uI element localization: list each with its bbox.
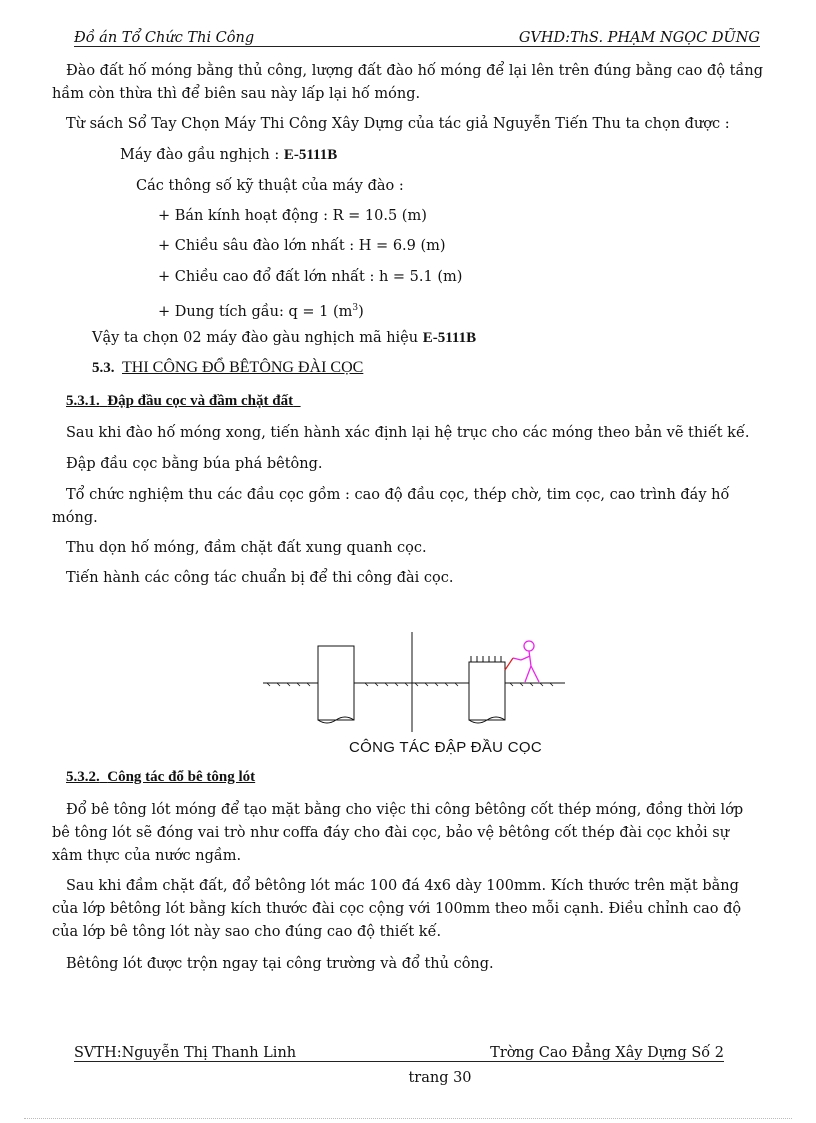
page-header bbox=[74, 28, 760, 47]
footer-student: SVTH:Nguyễn Thị Thanh Linh bbox=[74, 1045, 297, 1061]
s532-paragraph-1: Đổ bê tông lót móng để tạo mặt bằng cho việc thi công bêtông cốt thép móng, đồng thời lớp bê tông lót sẽ đóng vai trò như coffa đáy cho đài cọc, bảo vệ bêtông cốt thép đài cọc khỏi sự xâm thực của nước ngầm. bbox=[52, 802, 744, 864]
spec-depth: + Chiều sâu đào lớn nhất : H = 6.9 (m) bbox=[158, 238, 446, 254]
footer-school: Trờng Cao Đẳng Xây Dựng Số 2 bbox=[490, 1045, 724, 1061]
intro-paragraph-2: Từ sách Sổ Tay Chọn Máy Thi Công Xây Dựng của tác giả Nguyễn Tiến Thu ta chọn được : bbox=[66, 116, 730, 132]
intro-paragraph-1: Đào đất hố móng bằng thủ công, lượng đất đào hố móng để lại lên trên đúng bằng cao độ tầng hầm còn thừa thì để biên sau này lấp lại hố móng. bbox=[52, 63, 763, 102]
s531-paragraph-5: Tiến hành các công tác chuẩn bị để thi công đài cọc. bbox=[66, 570, 454, 586]
page-footer bbox=[74, 1043, 724, 1062]
s531-paragraph-2: Đập đầu cọc bằng búa phá bêtông. bbox=[66, 456, 323, 472]
section-5-3-title: THI CÔNG ĐỔ BÊTÔNG ĐÀI CỌC bbox=[122, 359, 364, 376]
section-5-3-number: 5.3. bbox=[92, 360, 115, 376]
header-supervisor: GVHD:ThS. PHẠM NGỌC DŨNG bbox=[518, 30, 760, 46]
spec-bucket-capacity bbox=[158, 297, 718, 324]
spec-bucket-sup: 3 bbox=[352, 303, 359, 313]
section-5-3-2-heading bbox=[66, 769, 255, 786]
conclusion-line bbox=[92, 327, 732, 350]
s531-paragraph-3: Tổ chức nghiệm thu các đầu cọc gồm : cao độ đầu cọc, thép chờ, tim cọc, cao trình đáy hố móng. bbox=[52, 487, 730, 526]
s532-paragraph-2: Sau khi đầm chặt đất, đổ bêtông lót mác 100 đá 4x6 dày 100mm. Kích thước trên mặt bằng của lớp bêtông lót bằng kích thước đài cọc cộng với 100mm theo mỗi cạnh. Điều chỉnh cao độ của lớp bê tông lót này sao cho đúng cao độ thiết kế. bbox=[52, 878, 742, 940]
pile-intact bbox=[318, 646, 354, 723]
machine-line bbox=[120, 144, 720, 167]
figure-caption: CÔNG TÁC ĐẬP ĐẦU CỌC bbox=[349, 739, 542, 756]
spec-bucket-end: ) bbox=[358, 303, 364, 320]
worker-figure bbox=[513, 641, 539, 682]
hammer-icon bbox=[505, 658, 513, 670]
machine-code: E-5111B bbox=[283, 147, 338, 163]
spec-dump-height: + Chiều cao đổ đất lớn nhất : h = 5.1 (m) bbox=[158, 269, 463, 285]
section-5-3-2-title: Công tác đổ bê tông lót bbox=[107, 769, 256, 785]
s532-paragraph-3: Bêtông lót được trộn ngay tại công trường và đổ thủ công. bbox=[66, 956, 494, 972]
spec-bucket-text: + Dung tích gầu: q = 1 (m bbox=[158, 303, 353, 320]
conclusion-text: Vậy ta chọn 02 máy đào gàu nghịch mã hiệu bbox=[92, 330, 423, 346]
s531-paragraph-1: Sau khi đào hố móng xong, tiến hành xác định lại hệ trục cho các móng theo bản vẽ thiết kế. bbox=[66, 425, 750, 441]
spec-radius: + Bán kính hoạt động : R = 10.5 (m) bbox=[158, 208, 427, 224]
section-5-3-2-number: 5.3.2. bbox=[66, 769, 100, 785]
machine-label: Máy đào gầu nghịch : bbox=[120, 147, 284, 163]
section-5-3-heading bbox=[92, 359, 363, 377]
s531-paragraph-4: Thu dọn hố móng, đầm chặt đất xung quanh cọc. bbox=[66, 540, 427, 556]
section-5-3-1-heading bbox=[66, 393, 301, 410]
pile-broken bbox=[469, 656, 505, 723]
page-edge bbox=[24, 1118, 792, 1119]
conclusion-code: E-5111B bbox=[422, 330, 477, 346]
section-5-3-1-title: Đập đầu cọc và đầm chặt đất bbox=[107, 393, 294, 409]
section-5-3-1-number: 5.3.1. bbox=[66, 393, 100, 409]
pile-head-breaking-figure bbox=[255, 632, 575, 732]
header-course-title: Đồ án Tổ Chức Thi Công bbox=[74, 30, 255, 46]
specs-title: Các thông số kỹ thuật của máy đào : bbox=[136, 178, 404, 194]
page-number: trang 30 bbox=[408, 1070, 472, 1086]
